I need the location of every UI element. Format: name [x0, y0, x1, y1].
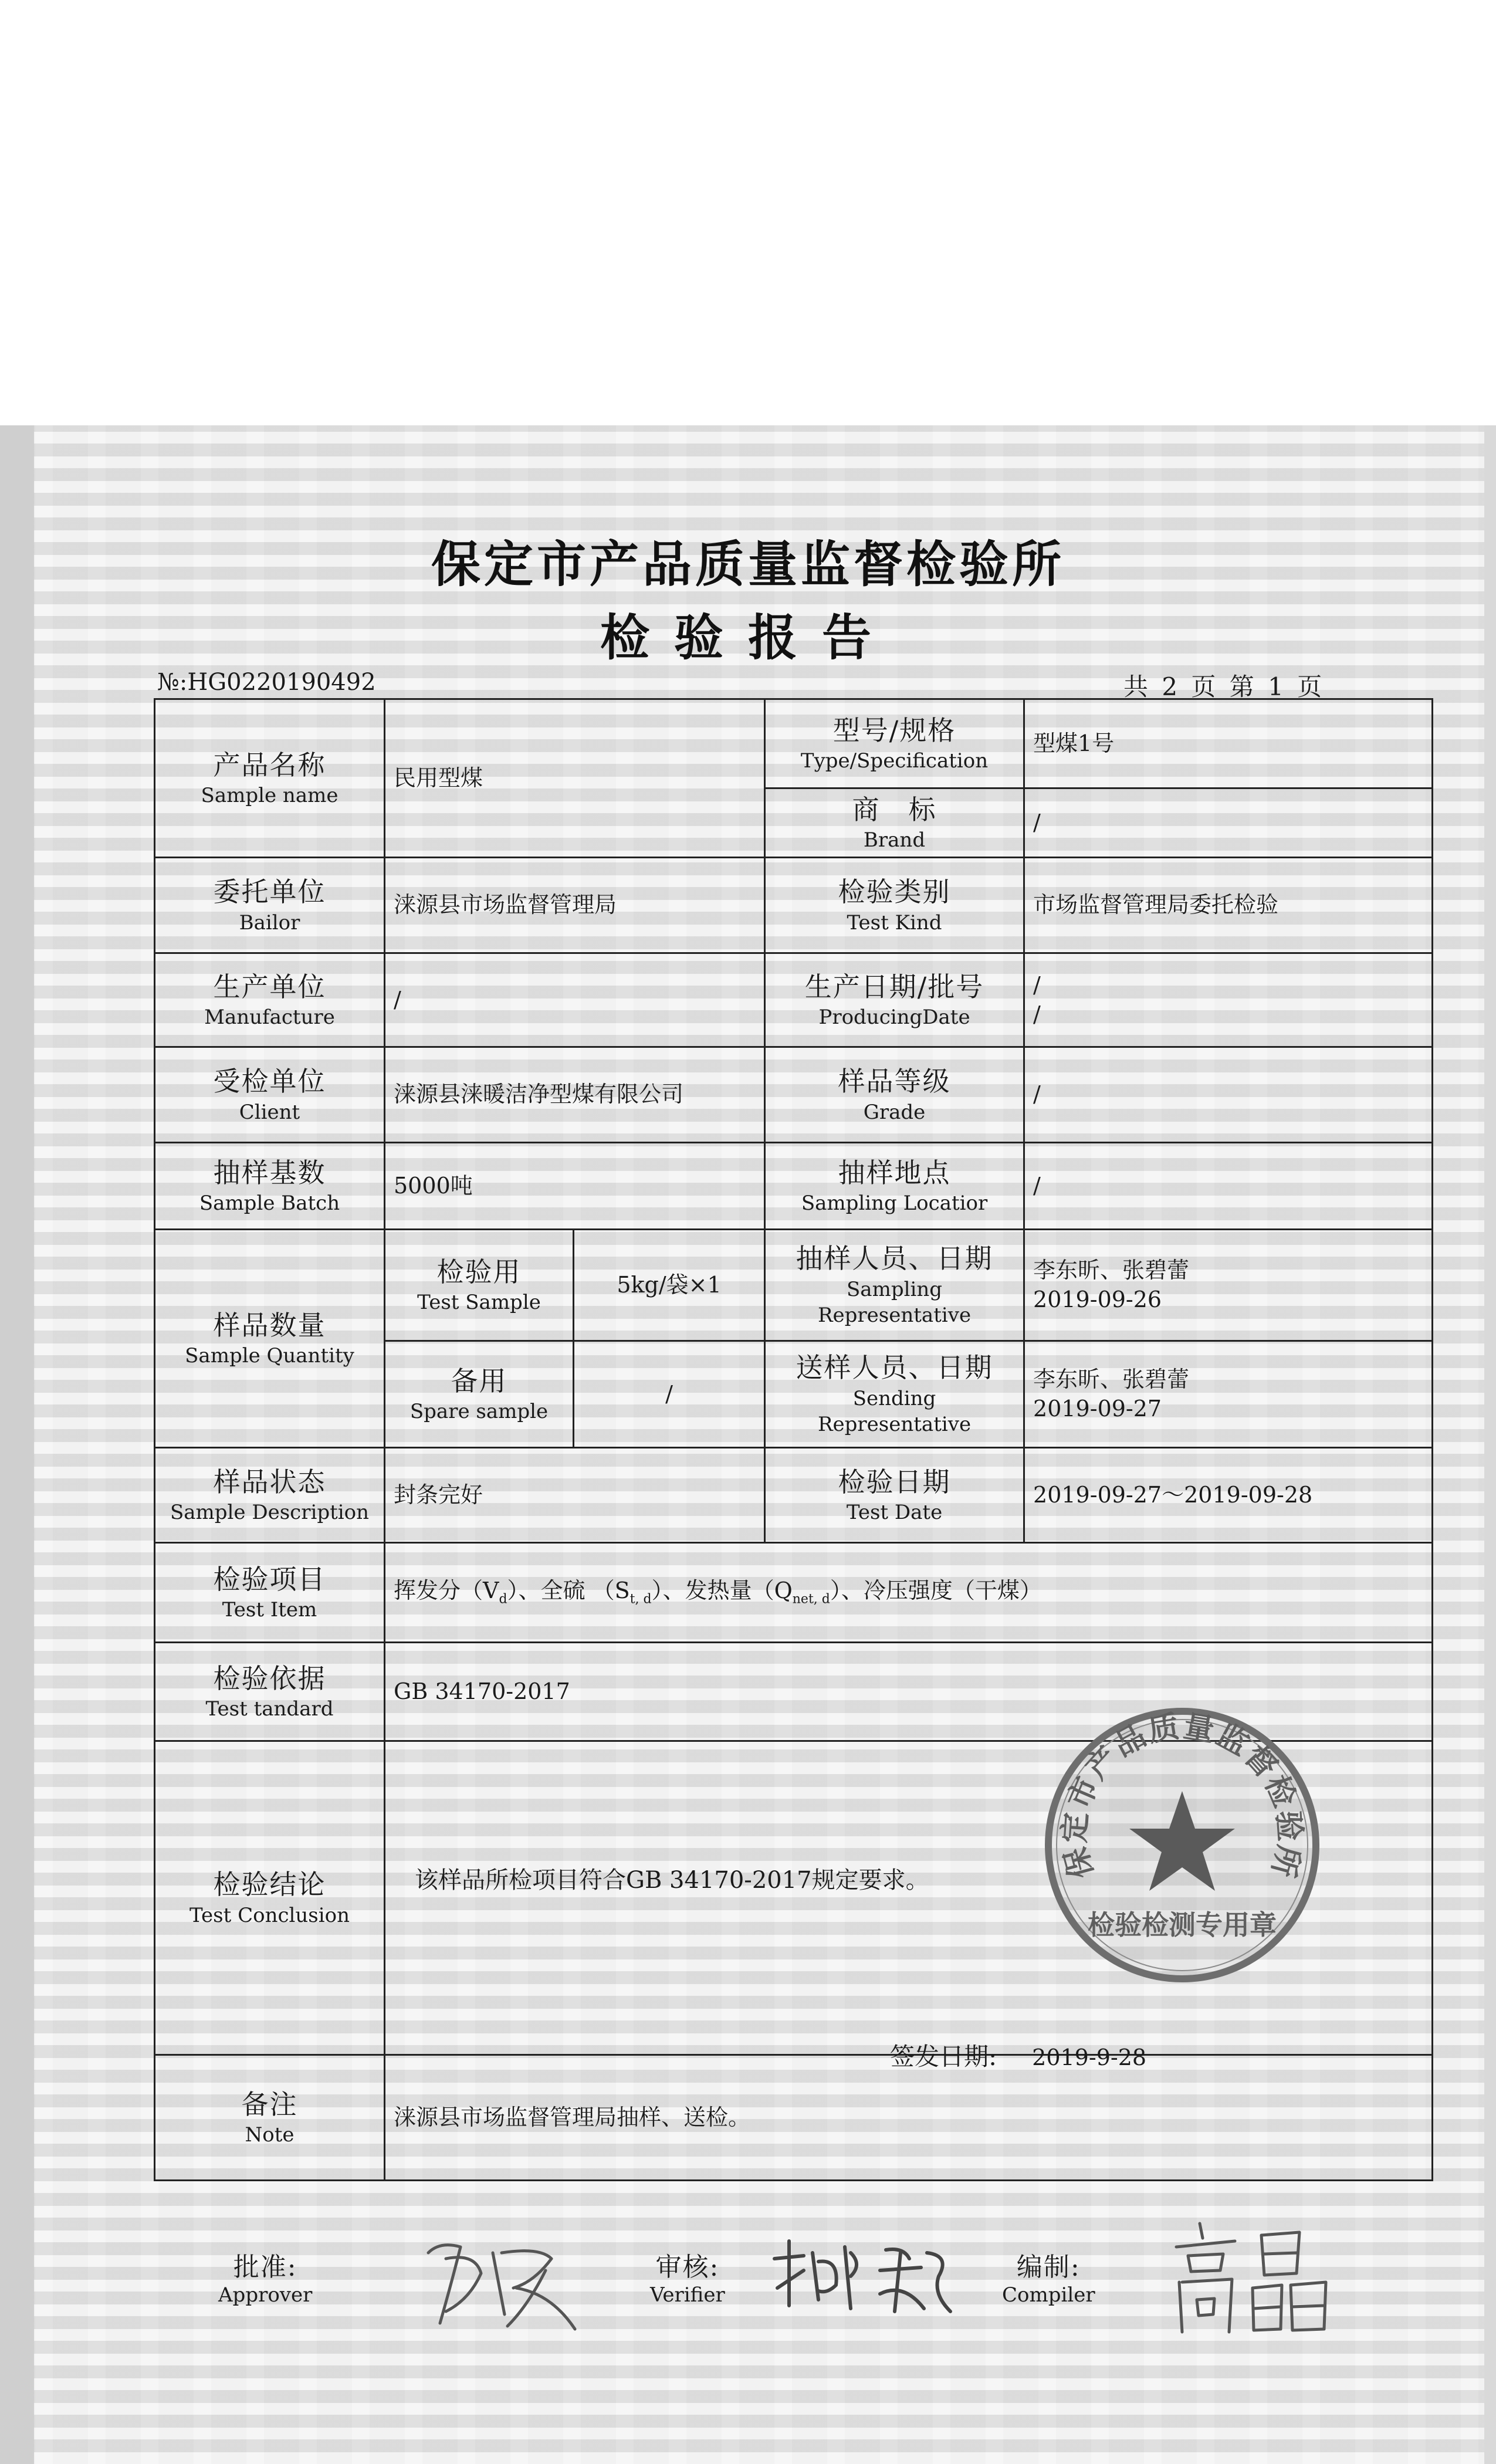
- seal-ring-text: 保定市产品质量监督检验所: [1056, 1708, 1308, 1883]
- spare-sample-value: /: [574, 1341, 765, 1448]
- row-sample-description: [155, 1448, 1433, 1543]
- compiler-block: [1002, 2246, 1095, 2307]
- compiler-handwritten-signature: [1165, 2206, 1341, 2347]
- sending-rep-value: 李东昕、张碧蕾 2019-09-27: [1024, 1341, 1433, 1448]
- client-label: 受检单位 Client: [155, 1047, 385, 1143]
- verifier-label-en: Verifier: [650, 2283, 725, 2307]
- approver-label-en: Approver: [218, 2283, 313, 2307]
- brand-value: /: [1024, 788, 1433, 858]
- row-manufacture: [155, 953, 1433, 1047]
- test-sample-label: 检验用 Test Sample: [385, 1230, 574, 1341]
- row-client: [155, 1047, 1433, 1143]
- verifier-handwritten-signature: [763, 2229, 962, 2323]
- manufacture-label: 生产单位 Manufacture: [155, 953, 385, 1047]
- sample-description-value: 封条完好: [385, 1448, 765, 1543]
- spare-sample-label: 备用 Spare sample: [385, 1341, 574, 1448]
- approver-block: [218, 2246, 312, 2307]
- sampling-rep-label: 抽样人员、日期 Sampling Representative: [765, 1230, 1024, 1341]
- row-test-item: [155, 1543, 1433, 1643]
- note-label: 备注 Note: [155, 2055, 385, 2181]
- brand-label: 商 标 Brand: [765, 788, 1024, 858]
- sampling-location-label: 抽样地点 Sampling Locatior: [765, 1143, 1024, 1230]
- grade-value: /: [1024, 1047, 1433, 1143]
- issue-date: [890, 2041, 1146, 2073]
- official-seal-stamp: [1041, 1704, 1323, 1986]
- client-value: 涞源县涞暖洁净型煤有限公司: [385, 1047, 765, 1143]
- test-standard-value: GB 34170-2017: [385, 1643, 1433, 1741]
- sample-name-value: 民用型煤: [385, 699, 765, 858]
- approver-handwritten-signature: [405, 2218, 593, 2341]
- seal-bottom-text: 检验检测专用章: [1088, 1909, 1277, 1941]
- report-number: №:HG0220190492: [157, 669, 376, 696]
- sample-description-label: 样品状态 Sample Description: [155, 1448, 385, 1543]
- row-bailor: [155, 858, 1433, 953]
- row-note: [155, 2055, 1433, 2181]
- sheet-left-edge: [0, 425, 34, 2464]
- producing-date-label: 生产日期/批号 ProducingDate: [765, 953, 1024, 1047]
- sampling-rep-value: 李东昕、张碧蕾 2019-09-26: [1024, 1230, 1433, 1341]
- type-spec-value: 型煤1号: [1024, 699, 1433, 788]
- test-item-value: 挥发分$(V_d)$、全硫 $(S_{t, d})$、发热量$(Q_{net, d})$、冷压强度（干煤）: [385, 1543, 1433, 1643]
- verifier-label: 审核:: [655, 2252, 720, 2282]
- issue-date-label: 签发日期:: [890, 2042, 997, 2071]
- sample-batch-label: 抽样基数 Sample Batch: [155, 1143, 385, 1230]
- manufacture-value: /: [385, 953, 765, 1047]
- sheet-right-edge: [1484, 425, 1496, 2464]
- verifier-block: [650, 2246, 725, 2307]
- institute-title: 保定市产品质量监督检验所: [431, 535, 1065, 593]
- top-blank-margin: [0, 0, 1496, 425]
- row-sample-name: [155, 699, 1433, 788]
- compiler-label: 编制:: [1016, 2252, 1081, 2282]
- note-value: 涞源县市场监督管理局抽样、送检。: [385, 2055, 1433, 2181]
- test-conclusion-value: 该样品所检项目符合GB 34170-2017规定要求。: [415, 1867, 929, 1894]
- sample-quantity-label: 样品数量 Sample Quantity: [155, 1230, 385, 1448]
- row-sample-batch: [155, 1143, 1433, 1230]
- test-item-label: 检验项目 Test Item: [155, 1543, 385, 1643]
- bailor-value: 涞源县市场监督管理局: [385, 858, 765, 953]
- approver-label: 批准:: [233, 2252, 297, 2282]
- test-date-value: 2019-09-27～2019-09-28: [1024, 1448, 1433, 1543]
- sending-rep-label: 送样人员、日期 Sending Representative: [765, 1341, 1024, 1448]
- test-kind-value: 市场监督管理局委托检验: [1024, 858, 1433, 953]
- report-title: 检验报告: [600, 608, 896, 666]
- grade-label: 样品等级 Grade: [765, 1047, 1024, 1143]
- page-info: 共 2 页 第 1 页: [1123, 672, 1322, 701]
- producing-date-value: / /: [1024, 953, 1433, 1047]
- test-conclusion-label: 检验结论 Test Conclusion: [155, 1741, 385, 2055]
- bailor-label: 委托单位 Bailor: [155, 858, 385, 953]
- sample-batch-value: 5000吨: [385, 1143, 765, 1230]
- row-sample-quantity-test: [155, 1230, 1433, 1341]
- issue-date-value: 2019-9-28: [1032, 2045, 1147, 2070]
- test-sample-value: 5kg/袋×1: [574, 1230, 765, 1341]
- type-spec-label: 型号/规格 Type/Specification: [765, 699, 1024, 788]
- test-date-label: 检验日期 Test Date: [765, 1448, 1024, 1543]
- test-standard-label: 检验依据 Test tandard: [155, 1643, 385, 1741]
- sample-name-label: 产品名称 Sample name: [155, 699, 385, 858]
- compiler-label-en: Compiler: [1002, 2283, 1095, 2307]
- test-kind-label: 检验类别 Test Kind: [765, 858, 1024, 953]
- sampling-location-value: /: [1024, 1143, 1433, 1230]
